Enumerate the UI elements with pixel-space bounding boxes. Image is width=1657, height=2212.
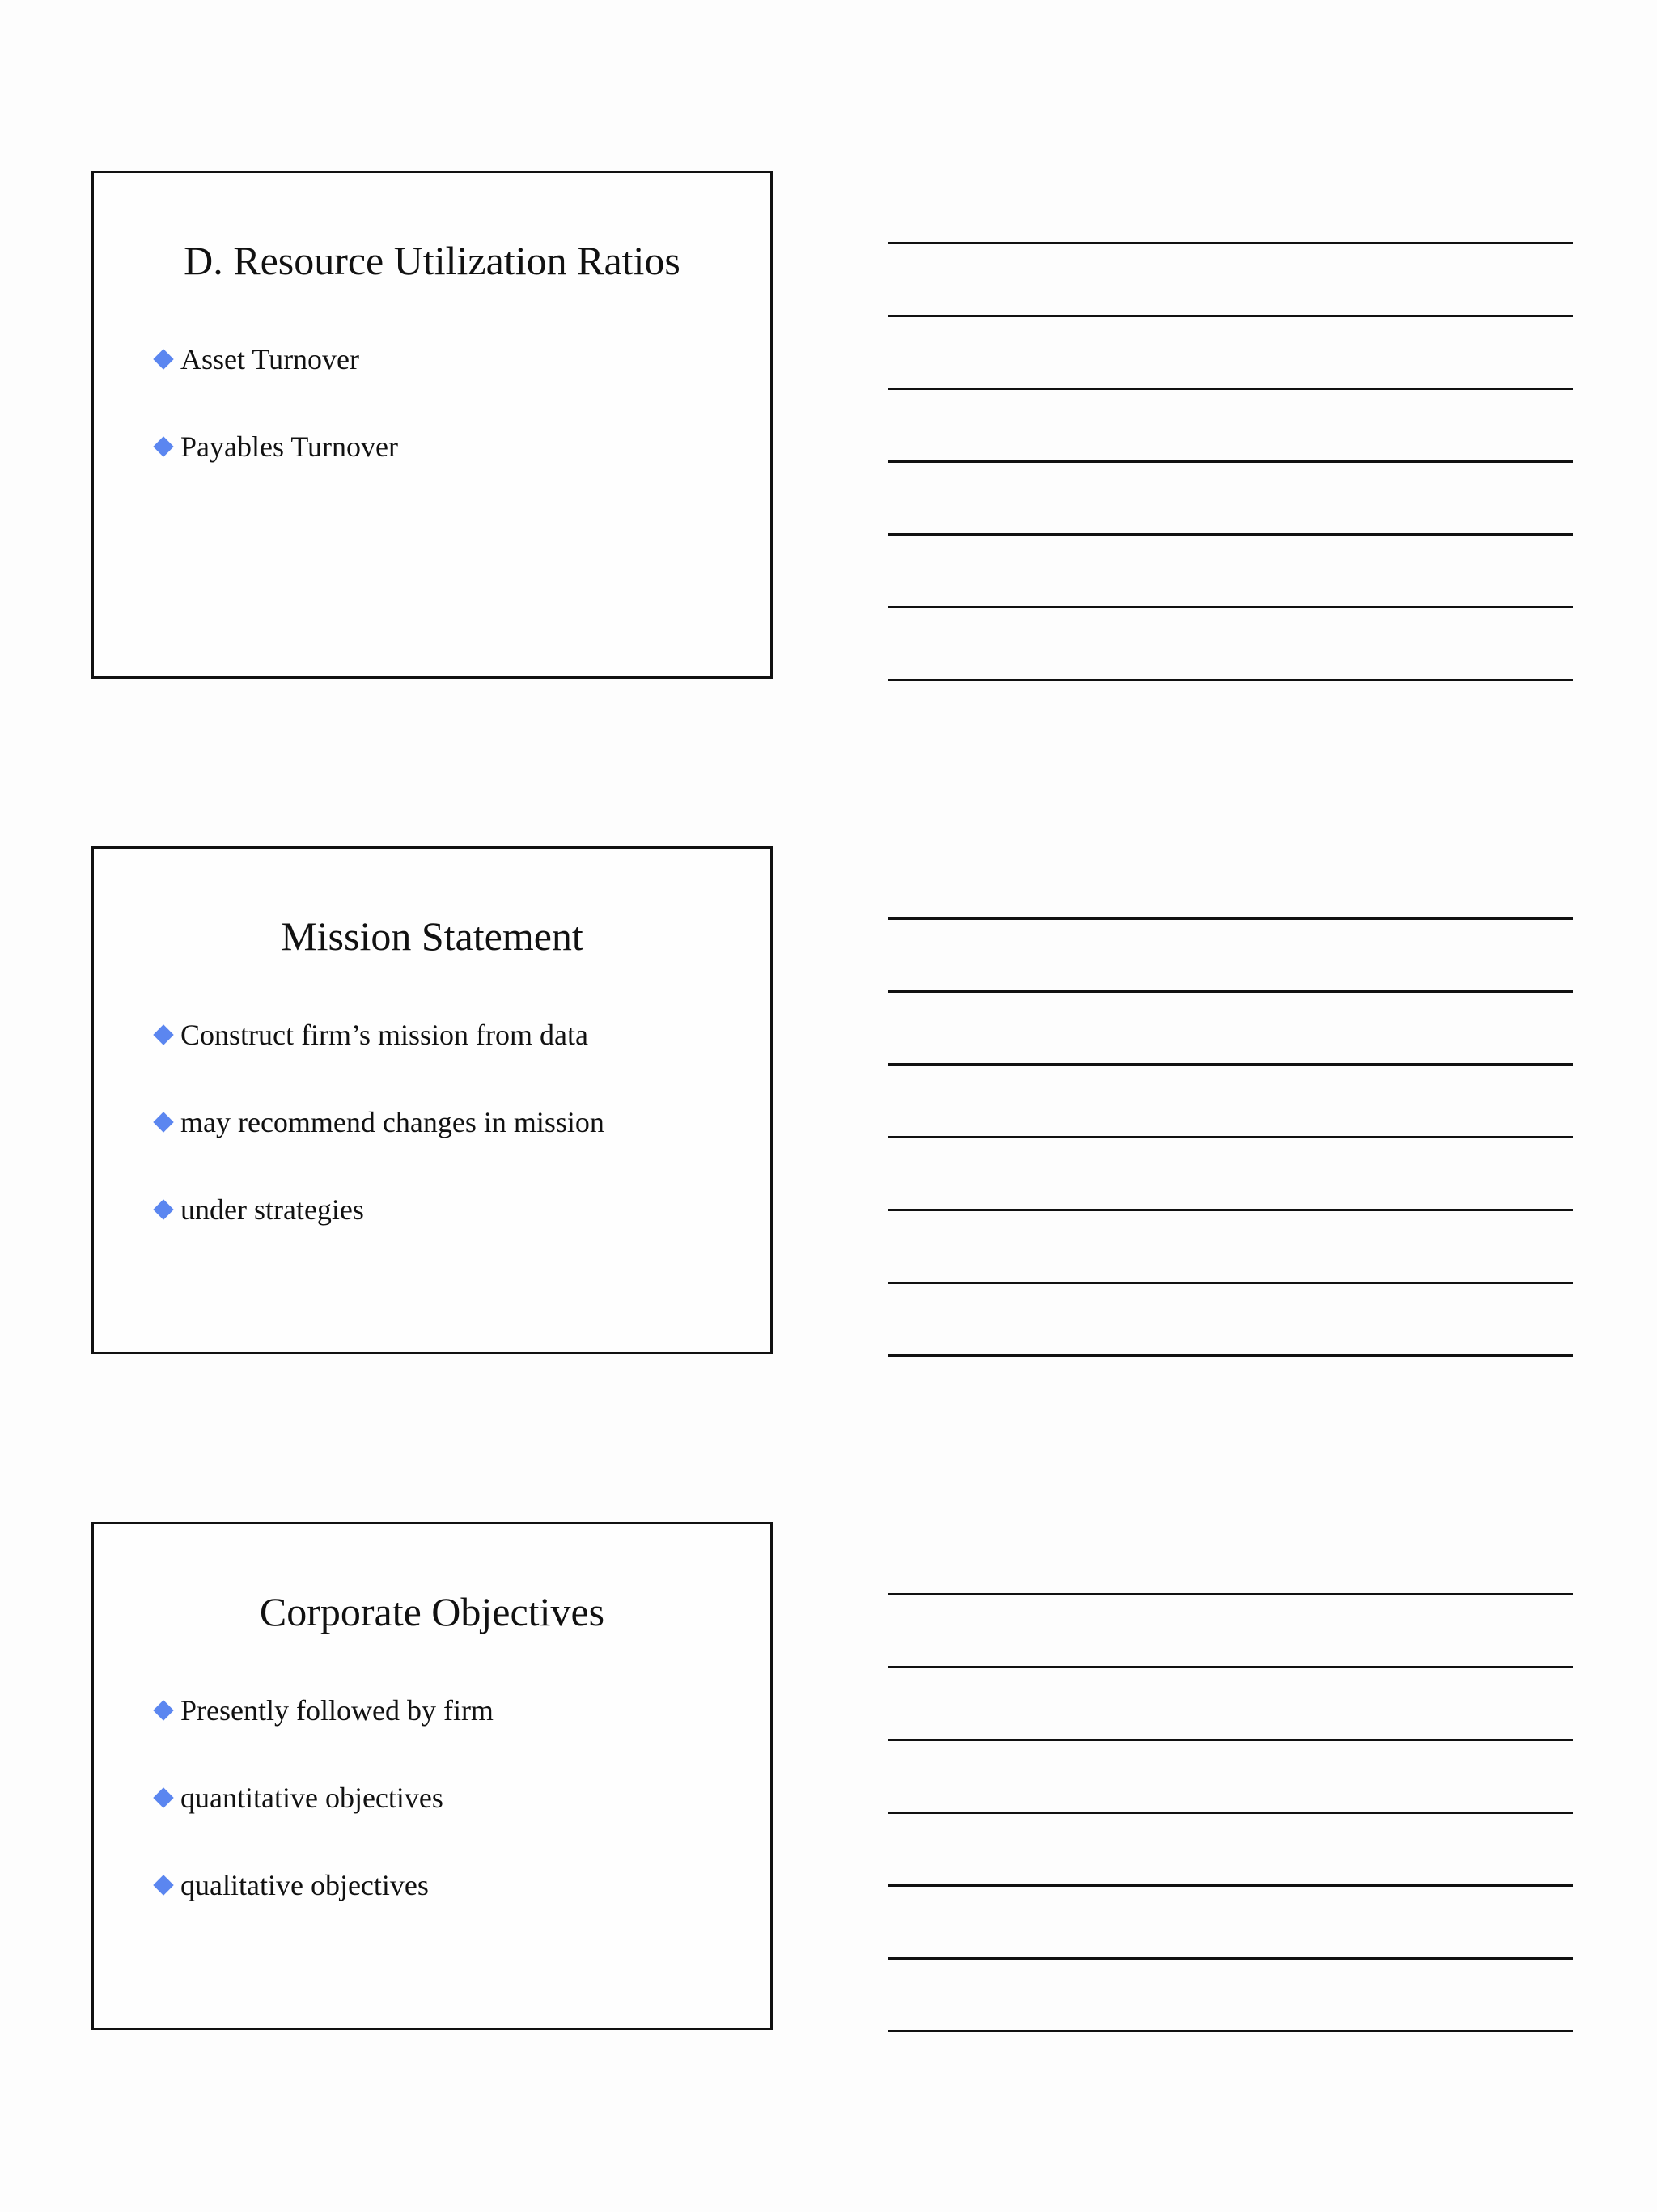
bullet-item xyxy=(150,991,604,1078)
bullet-list xyxy=(150,1667,494,1929)
bullet-text: Asset Turnover xyxy=(180,343,360,375)
diamond-bullet-icon xyxy=(153,1787,173,1807)
note-line xyxy=(888,1063,1573,1066)
bullet-item xyxy=(150,1667,494,1754)
bullet-text: Payables Turnover xyxy=(180,430,398,463)
note-line xyxy=(888,2030,1573,2032)
note-line xyxy=(888,1666,1573,1668)
bullet-item xyxy=(150,1841,494,1929)
diamond-bullet-icon xyxy=(153,1700,173,1720)
slide-title: Mission Statement xyxy=(281,913,583,959)
note-line xyxy=(888,606,1573,608)
bullet-item xyxy=(150,1754,494,1841)
note-line xyxy=(888,1282,1573,1284)
slide-title: Corporate Objectives xyxy=(259,1589,605,1634)
diamond-bullet-icon xyxy=(153,436,173,456)
bullet-item xyxy=(150,403,398,490)
diamond-bullet-icon xyxy=(153,1024,173,1045)
diamond-bullet-icon xyxy=(153,1199,173,1219)
bullet-text: may recommend changes in mission xyxy=(180,1106,604,1138)
note-line xyxy=(888,1884,1573,1887)
bullet-item xyxy=(150,316,398,403)
bullet-item xyxy=(150,1078,604,1166)
bullet-item xyxy=(150,1166,604,1253)
note-line xyxy=(888,1957,1573,1960)
bullet-list xyxy=(150,316,398,490)
bullet-text: quantitative objectives xyxy=(180,1782,443,1814)
slide-1 xyxy=(91,171,773,679)
note-line xyxy=(888,533,1573,536)
note-line xyxy=(888,1812,1573,1814)
slide-2 xyxy=(91,846,773,1354)
note-line xyxy=(888,242,1573,244)
notes-lines-1 xyxy=(888,242,1573,681)
diamond-bullet-icon xyxy=(153,1112,173,1132)
diamond-bullet-icon xyxy=(153,349,173,369)
bullet-text: qualitative objectives xyxy=(180,1869,429,1901)
note-line xyxy=(888,1739,1573,1741)
slide-title: D. Resource Utilization Ratios xyxy=(184,238,680,283)
diamond-bullet-icon xyxy=(153,1875,173,1895)
bullet-text: under strategies xyxy=(180,1193,364,1226)
note-line xyxy=(888,679,1573,681)
notes-lines-2 xyxy=(888,917,1573,1357)
bullet-text: Construct firm’s mission from data xyxy=(180,1019,588,1051)
note-line xyxy=(888,1593,1573,1595)
note-line xyxy=(888,315,1573,317)
note-line xyxy=(888,917,1573,920)
note-line xyxy=(888,1209,1573,1211)
notes-lines-3 xyxy=(888,1593,1573,2032)
note-line xyxy=(888,460,1573,463)
note-line xyxy=(888,388,1573,390)
bullet-list xyxy=(150,991,604,1253)
bullet-text: Presently followed by firm xyxy=(180,1694,494,1727)
note-line xyxy=(888,1354,1573,1357)
note-line xyxy=(888,990,1573,993)
note-line xyxy=(888,1136,1573,1138)
slide-3 xyxy=(91,1522,773,2030)
